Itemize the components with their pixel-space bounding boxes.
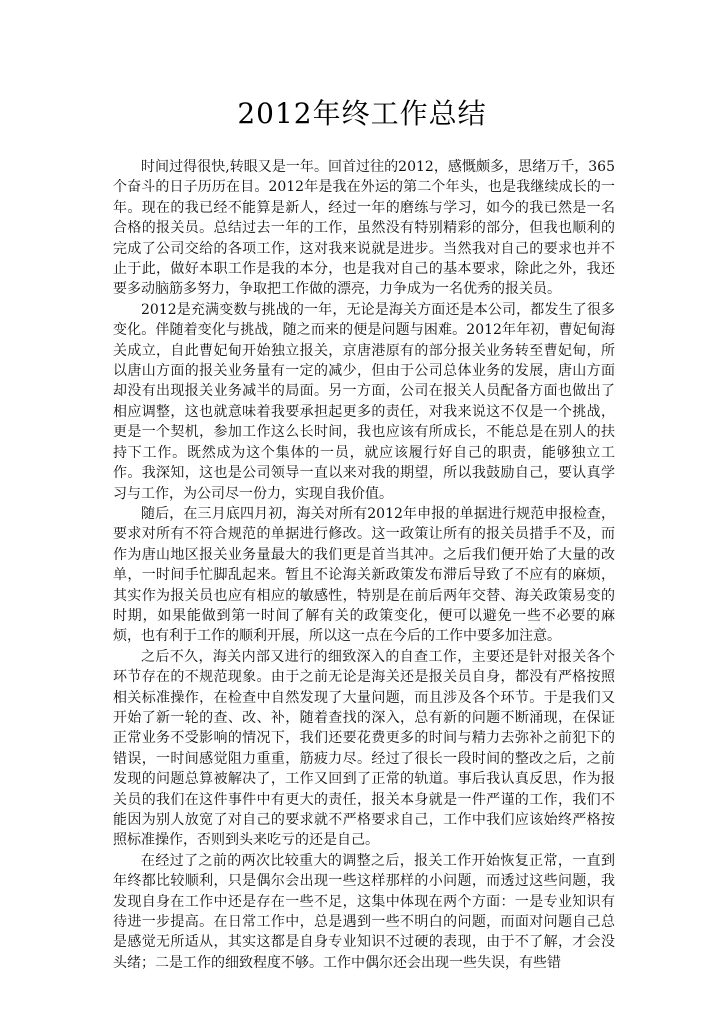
document-body: [113, 157, 615, 973]
paragraph-5: 在经过了之前的两次比较重大的调整之后，报关工作开始恢复正常，一直到年终都比较顺利，只是偶尔会出现一些这样那样的小问题，而透过这些问题，我发现自身在工作中还是存在一些不足，这集中体现在两个方面：一是专业知识有待进一步提高。在日常工作中，总是遇到一些不明白的问题，而面对问题自己总是感觉无所适从，其实这都是自身专业知识不过硬的表现，由于不了解，才会没头绪；二是工作的细致程度不够。工作中偶尔还会出现一些失误，有些错: [113, 852, 615, 971]
paragraph-2: 2012是充满变数与挑战的一年，无论是海关方面还是本公司，都发生了很多变化。伴随着变化与挑战，随之而来的便是问题与困难。2012年年初，曹妃甸海关成立，自此曹妃甸开始独立报关，京唐港原有的部分报关业务转至曹妃甸，所以唐山方面的报关业务量有一定的减少，但由于公司总体业务的发展，唐山方面却没有出现报关业务减半的局面。另一方面，公司在报关人员配备方面也做出了相应调整，这也就意味着我要承担起更多的责任，对我来说这不仅是一个挑战，更是一个契机，参加工作这么长时间，我也应该有所成长，不能总是在别人的扶持下工作。既然成为这个集体的一员，就应该履行好自己的职责，能够独立工作。我深知，这也是公司领导一直以来对我的期望，所以我鼓励自己，要认真学习与工作，为公司尽一份力，实现自我价值。: [113, 301, 615, 502]
document-title: 2012年终工作总结: [237, 97, 487, 130]
paragraph-4: 之后不久，海关内部又进行的细致深入的自查工作，主要还是针对报关各个环节存在的不规范现象。由于之前无论是海关还是报关员自身，都没有严格按照相关标准操作，在检查中自然发现了大量问题，而且涉及各个环节。于是我们又开始了新一轮的查、改、补，随着查找的深入，总有新的问题不断涌现，在保证正常业务不受影响的情况下，我们还要花费更多的时间与精力去弥补之前犯下的错误，一时间感觉阻力重重，筋疲力尽。经过了很长一段时间的整改之后，之前发现的问题总算被解决了，工作又回到了正常的轨道。事后我认真反思，作为报关员的我们在这件事件中有更大的责任，报关本身就是一件严谨的工作，我们不能因为别人放宽了对自己的要求就不严格要求自己，工作中我们应该始终严格按照标准操作，否则到头来吃亏的还是自己。: [113, 648, 615, 849]
paragraph-3: 随后，在三月底四月初，海关对所有2012年申报的单据进行规范申报检查，要求对所有不符合规范的单据进行修改。这一政策让所有的报关员措手不及，而作为唐山地区报关业务量最大的我们更是首当其冲。之后我们便开始了大量的改单，一时间手忙脚乱起来。暂且不论海关新政策发布滞后导致了不应有的麻烦，其实作为报关员也应有相应的敏感性，特别是在前后两年交替、海关政策易变的时期，如果能做到第一时间了解有关的政策变化，便可以避免一些不必要的麻烦，也有利于工作的顺利开展，所以这一点在今后的工作中要多加注意。: [113, 505, 615, 645]
paragraph-1: 时间过得很快,转眼又是一年。回首过往的2012，感慨颇多，思绪万千，365个奋斗的日子历历在目。2012年是我在外运的第二个年头，也是我继续成长的一年。现在的我已经不能算是新人，经过一年的磨练与学习，如今的我已然是一名合格的报关员。总结过去一年的工作，虽然没有特别精彩的部分，但我也顺利的完成了公司交给的各项工作，这对我来说就是进步。当然我对自己的要求也并不止于此，做好本职工作是我的本分，也是我对自己的基本要求，除此之外，我还要多动脑筋多努力，争取把工作做的漂亮，力争成为一名优秀的报关员。: [113, 159, 615, 298]
